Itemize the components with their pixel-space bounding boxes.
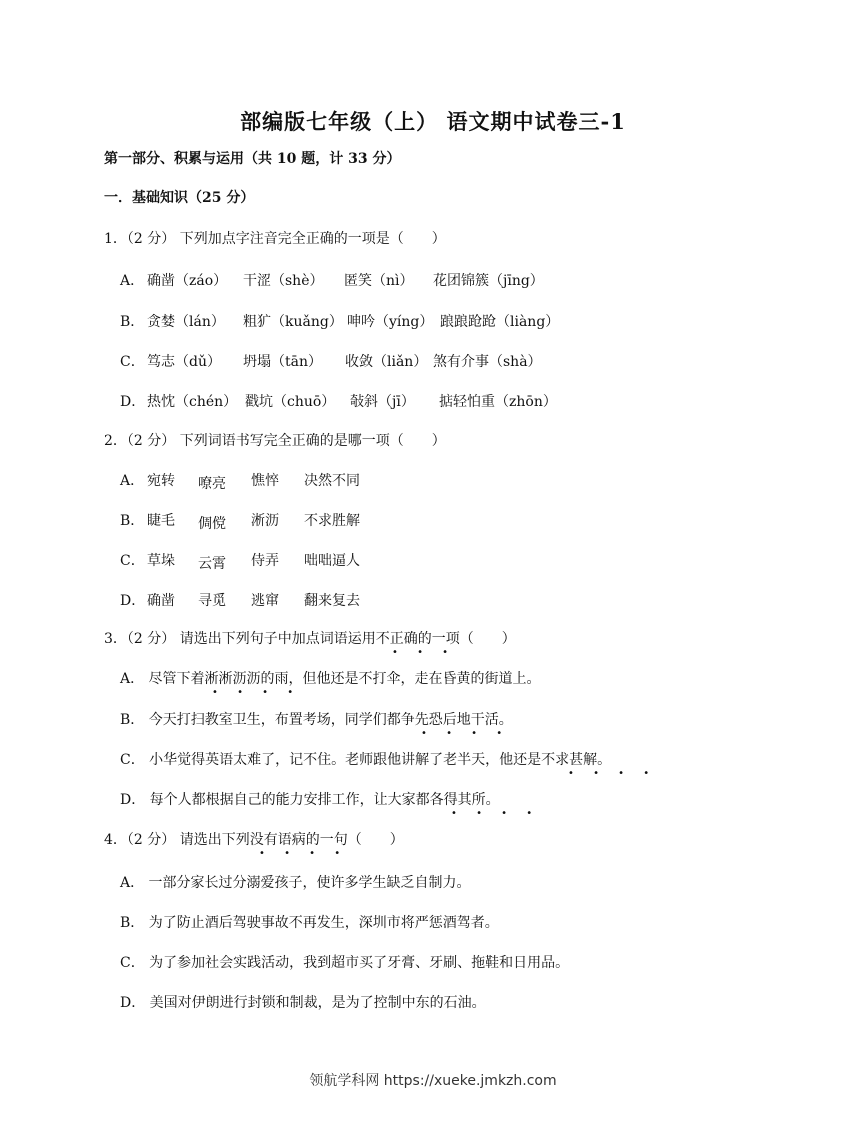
section-heading: 第一部分、积累与运用（共 10 题，计 33 分） xyxy=(104,151,401,167)
q1-option-b-item: 踉踉跄跄（liàng） xyxy=(440,314,560,330)
emphasis-dots: • • • • xyxy=(451,808,541,819)
q1-option-b-label: B． xyxy=(120,314,145,330)
q2-option-a-item: 憔悴 xyxy=(251,473,279,489)
q1-option-d-item: 戳坑（chuō） xyxy=(245,394,336,410)
emphasis-dots: • • • • xyxy=(212,687,302,698)
q4-option-d: D． 美国对伊朗进行封锁和制裁，是为了控制中东的石油。 xyxy=(120,995,486,1011)
q4-option-b: B． 为了防止酒后驾驶事故不再发生，深圳市将严惩酒驾者。 xyxy=(120,915,499,931)
q1-option-d-item: 敧斜（jī） xyxy=(350,394,415,410)
emphasis-dots: • • • • xyxy=(259,848,349,859)
q2-option-b-item: 不求胜解 xyxy=(304,513,360,529)
q1-option-c-item: 收敛（liǎn） xyxy=(345,354,428,370)
question-4-stem: 4．（2 分） 请选出下列没有语病的一句（ ） xyxy=(104,832,404,848)
q1-option-a-item: 干涩（shè） xyxy=(243,273,324,289)
q2-option-c-item: 侍弄 xyxy=(251,553,279,569)
q1-option-a-item: 匿笑（nì） xyxy=(344,273,414,289)
q1-option-d-item: 掂轻怕重（zhōn） xyxy=(439,394,557,410)
q3-option-d: D． 每个人都根据自己的能力安排工作，让大家都各得其所。 xyxy=(120,792,500,808)
q2-option-a-label: A． xyxy=(120,473,145,489)
q2-option-d-item: 翻来复去 xyxy=(304,593,360,609)
q3-option-c: C． 小华觉得英语太难了，记不住。老师跟他讲解了老半天，他还是不求甚解。 xyxy=(120,752,612,768)
q1-option-d-label: D． xyxy=(120,394,146,410)
q2-option-b-item: 睫毛 xyxy=(147,513,175,529)
q4-option-c: C． 为了参加社会实践活动，我到超市买了牙膏、牙刷、拖鞋和日用品。 xyxy=(120,955,570,971)
q2-option-c-item: 咄咄逼人 xyxy=(304,553,360,569)
q3-option-a: A． 尽管下着淅淅沥沥的雨，但他还是不打伞，走在昏黄的街道上。 xyxy=(120,671,541,687)
q1-option-a-item: 确凿（záo） xyxy=(147,273,228,289)
q1-option-a-item: 花团锦簇（jīng） xyxy=(433,273,544,289)
page-title: 部编版七年级（上） 语文期中试卷三-1 xyxy=(240,109,626,134)
q1-option-c-item: 笃志（dǔ） xyxy=(147,354,221,370)
question-3-stem: 3．（2 分） 请选出下列句子中加点词语运用不正确的一项（ ） xyxy=(104,631,516,647)
q1-option-a-label: A． xyxy=(120,273,145,289)
q1-option-c-item: 坍塌（tān） xyxy=(243,354,322,370)
q2-option-d-label: D． xyxy=(120,593,146,609)
emphasis-dots: • • • • xyxy=(421,728,511,739)
q1-option-d-item: 热忱（chén） xyxy=(147,394,238,410)
subsection-heading: 一．基础知识（25 分） xyxy=(104,190,255,206)
footer-watermark: 领航学科网 https://xueke.jmkzh.com xyxy=(309,1073,557,1089)
q1-option-c-item: 煞有介事（shà） xyxy=(433,354,542,370)
q2-option-b-label: B． xyxy=(120,513,145,529)
q2-option-c-label: C． xyxy=(120,553,145,569)
q1-option-b-item: 粗犷（kuǎng） xyxy=(243,314,343,330)
question-2-stem: 2．（2 分） 下列词语书写完全正确的是哪一项（ ） xyxy=(104,433,446,449)
q2-option-d-item: 确凿 xyxy=(147,593,175,609)
q3-option-b: B． 今天打扫教室卫生，布置考场，同学们都争先恐后地干活。 xyxy=(120,712,513,728)
q2-option-d-item: 寻觅 xyxy=(198,593,226,609)
q2-option-a-item: 嘹亮 xyxy=(198,476,226,492)
q4-option-a: A． 一部分家长过分溺爱孩子，使许多学生缺乏自制力。 xyxy=(120,875,471,891)
q1-option-c-label: C． xyxy=(120,354,145,370)
q2-option-a-item: 宛转 xyxy=(147,473,175,489)
emphasis-dots: • • • xyxy=(392,647,457,658)
q1-option-b-item: 贪婪（lán） xyxy=(147,314,225,330)
q2-option-a-item: 决然不同 xyxy=(304,473,360,489)
q2-option-c-item: 云霄 xyxy=(198,556,226,572)
q2-option-b-item: 淅沥 xyxy=(251,513,279,529)
q2-option-b-item: 倜傥 xyxy=(198,516,226,532)
q1-option-b-item: 呻吟（yíng） xyxy=(347,314,434,330)
q2-option-c-item: 草垛 xyxy=(147,553,175,569)
emphasis-dots: • • • • xyxy=(568,768,658,779)
question-1-stem: 1．（2 分） 下列加点字注音完全正确的一项是（ ） xyxy=(104,231,446,247)
q2-option-d-item: 逃窜 xyxy=(251,593,279,609)
